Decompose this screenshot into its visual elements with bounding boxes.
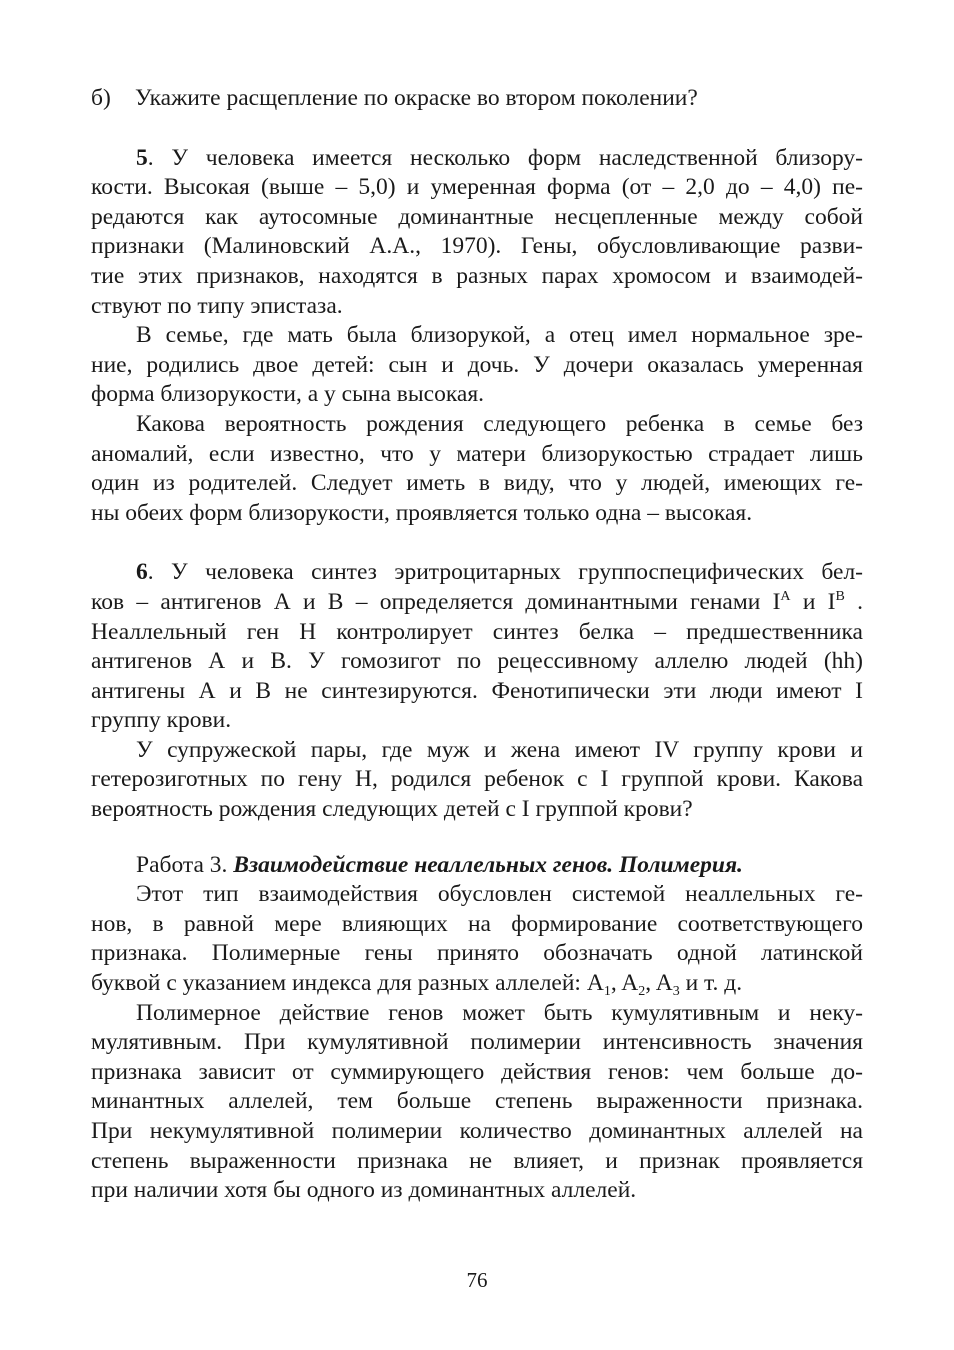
task-6-para2-line: У супружеской пары, где муж и жена имеют IV группу крови и bbox=[136, 736, 863, 763]
task-5-line: кости. Высокая (выше – 5,0) и умеренная форма (от – 2,0 до – 4,0) пе- bbox=[91, 174, 863, 201]
task-6-para2-line: вероятность рождения следующих детей с I группой крови? bbox=[91, 796, 693, 823]
task-5-line: редаются как аутосомные доминантные несцепленные между собой bbox=[91, 203, 863, 230]
task-6-line: антигенов А и В. У гомозигот по рецессивному аллелю людей (hh) bbox=[91, 648, 863, 675]
work-3-para1-line: нов, в равной мере влияющих на формирование соответствующего bbox=[91, 910, 863, 937]
task-5-para3-line: Какова вероятность рождения следующего ребенка в семье без bbox=[136, 410, 863, 437]
work-3-para2-line: Полимерное действие генов может быть кумулятивным и неку- bbox=[136, 999, 863, 1026]
question-b-text: Укажите расщепление по окраске во втором поколении? bbox=[135, 85, 698, 111]
work-3-para1-line: Этот тип взаимодействия обусловлен системой неаллельных ге- bbox=[136, 881, 863, 908]
page-body bbox=[91, 84, 863, 1206]
work-3-para2-line: При некумулятивной полимерии количество доминантных аллелей на bbox=[91, 1118, 863, 1144]
task-5-number: 5 bbox=[136, 144, 148, 171]
task-5-para3-line: ны обеих форм близорукости, проявляется только одна – высокая. bbox=[91, 499, 753, 526]
task-5-line: признаки (Малиновский А.А., 1970). Гены, обусловливающие разви- bbox=[91, 233, 863, 260]
work-3-title: Взаимодействие неаллельных генов. Полимерия. bbox=[233, 851, 743, 878]
question-b-label: б) bbox=[91, 85, 111, 111]
work-3-para2-line: при наличии хотя бы одного из доминантных аллелей. bbox=[91, 1177, 637, 1204]
task-5-para3-line: один из родителей. Следует иметь в виду, что у людей, имеющих ге- bbox=[91, 470, 863, 497]
task-5-line: ствуют по типу эпистаза. bbox=[91, 292, 343, 319]
task-6-para2-line: гетерозиготных по гену Н, родился ребенок с I группой крови. Какова bbox=[91, 766, 863, 793]
task-5-para2-line: В семье, где мать была близорукой, а отец имел нормальное зре- bbox=[136, 322, 863, 349]
task-6-line: 6. У человека синтез эритроцитарных группоспецифических бел- bbox=[136, 559, 863, 586]
task-6-number: 6 bbox=[136, 559, 148, 586]
work-3-para1-line: буквой с указанием индекса для разных аллелей: $A_1$, $A_2$, $A_3$ и т. д. bbox=[91, 970, 743, 1000]
work-3-para2-line: степень выраженности признака не влияет, и признак проявляется bbox=[91, 1147, 863, 1174]
task-6-line: антигены А и В не синтезируются. Фенотипически эти люди имеют I bbox=[91, 677, 863, 704]
task-5-line: 5. У человека имеется несколько форм наследственной близору- bbox=[136, 144, 863, 171]
question-b bbox=[91, 84, 863, 114]
task-5-para3-line: аномалий, если известно, что у матери близорукостью страдает лишь bbox=[91, 440, 863, 467]
work-3-para2-line: признака зависит от суммирующего действия генов: чем больше до- bbox=[91, 1058, 863, 1085]
task-6-line: ков – антигенов А и В – определяется доминантными генами $I^A$ и $I^B$ . bbox=[91, 588, 863, 615]
task-6-line: Неаллельный ген Н контролирует синтез белка – предшественника bbox=[91, 618, 863, 645]
work-3-para2-line: минантных аллелей, тем больше степень выраженности признака. bbox=[91, 1088, 863, 1115]
task-6 bbox=[91, 558, 863, 824]
task-5-para2-line: форма близорукости, а у сына высокая. bbox=[91, 381, 485, 408]
work-3-para1-line: признака. Полимерные гены принято обозначать одной латинской bbox=[91, 940, 863, 967]
work-3 bbox=[91, 851, 863, 1206]
work-3-label: Работа 3. bbox=[136, 851, 234, 878]
task-5 bbox=[91, 144, 863, 529]
task-5-para2-line: ние, родились двое детей: сын и дочь. У дочери оказалась умеренная bbox=[91, 351, 863, 378]
task-5-line: тие этих признаков, находятся в разных парах хромосом и взаимодей- bbox=[91, 262, 863, 289]
work-3-para2-line: мулятивным. При кумулятивной полимерии интенсивность значения bbox=[91, 1029, 863, 1056]
work-3-heading bbox=[91, 851, 863, 881]
page-number: 76 bbox=[466, 1268, 488, 1292]
task-6-line: группу крови. bbox=[91, 707, 232, 734]
